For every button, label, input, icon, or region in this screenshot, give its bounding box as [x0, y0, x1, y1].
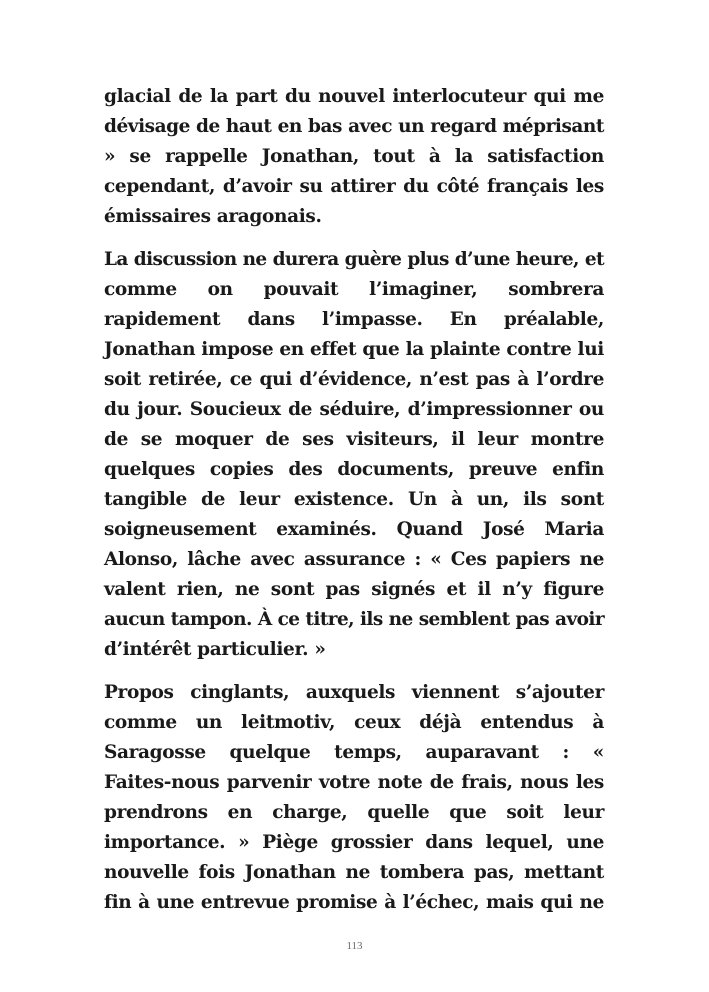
text-line: du jour. Soucieux de séduire, d’impressionner ou	[104, 399, 604, 420]
text-line: Saragosse quelque temps, auparavant : «	[104, 742, 604, 763]
text-line: tangible de leur existence. Un à un, ils sont	[104, 489, 604, 510]
text-line: La discussion ne durera guère plus d’une heure, et	[104, 249, 604, 270]
text-line: fin à une entrevue promise à l’échec, mais qui ne	[104, 892, 604, 913]
text-line: aucun tampon. À ce titre, ils ne semblent pas avoir	[104, 609, 604, 630]
text-line: valent rien, ne sont pas signés et il n’y figure	[104, 579, 604, 600]
page-number: 113	[346, 940, 363, 952]
text-line: rapidement dans l’impasse. En préalable,	[104, 309, 604, 330]
text-line: émissaires aragonais.	[104, 206, 322, 227]
paragraph-1	[104, 82, 604, 232]
text-line: cependant, d’avoir su attirer du côté français les	[104, 176, 604, 197]
text-line: prendrons en charge, quelle que soit leur	[104, 802, 604, 823]
text-line: d’intérêt particulier. »	[104, 639, 326, 660]
text-line: de se moquer de ses visiteurs, il leur montre	[104, 429, 604, 450]
text-line: Propos cinglants, auxquels viennent s’ajouter	[104, 682, 604, 703]
text-line: soigneusement examinés. Quand José Maria	[104, 519, 604, 540]
text-line: importance. » Piège grossier dans lequel, une	[104, 832, 604, 853]
paragraph-3	[104, 678, 604, 918]
text-line: Jonathan impose en effet que la plainte contre lui	[104, 339, 604, 360]
text-line: Faites-nous parvenir votre note de frais, nous les	[104, 772, 604, 793]
paragraph-2	[104, 245, 604, 665]
page-body	[104, 82, 604, 931]
text-line: comme on pouvait l’imaginer, sombrera	[104, 279, 604, 300]
text-line: dévisage de haut en bas avec un regard méprisant	[104, 116, 604, 137]
text-line: glacial de la part du nouvel interlocuteur qui me	[104, 86, 604, 107]
text-line: soit retirée, ce qui d’évidence, n’est pas à l’ordre	[104, 369, 604, 390]
text-line: quelques copies des documents, preuve enfin	[104, 459, 604, 480]
text-line: nouvelle fois Jonathan ne tombera pas, mettant	[104, 862, 604, 883]
text-line: comme un leitmotiv, ceux déjà entendus à	[104, 712, 604, 733]
text-line: Alonso, lâche avec assurance : « Ces papiers ne	[104, 549, 604, 570]
text-line: » se rappelle Jonathan, tout à la satisfaction	[104, 146, 604, 167]
